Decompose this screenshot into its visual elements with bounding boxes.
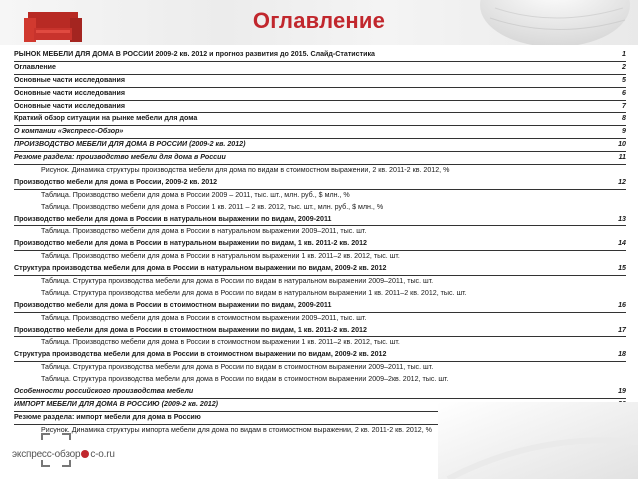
toc-page-number: 11 (618, 153, 626, 162)
toc-entry[interactable] (14, 113, 626, 126)
toc-page-number: 2 (622, 62, 626, 71)
toc-subitem[interactable] (14, 165, 626, 177)
toc-subitem[interactable] (14, 288, 626, 300)
toc-entry-title: О компании «Экспресс-Обзор» (14, 127, 124, 136)
toc-entry-title: Основные части исследования (14, 75, 125, 84)
toc-subitem[interactable] (14, 190, 626, 202)
toc-entry-title: Структура производства мебели для дома в России в стоимостном выражении по видам, 2009-2 кв. 2012 (14, 350, 387, 359)
logo-domain: c-o.ru (90, 449, 115, 460)
toc-entry[interactable] (14, 49, 626, 62)
toc-subitem[interactable] (14, 374, 626, 386)
logo-prefix: экспресс-обзор (12, 449, 81, 460)
toc-subitem[interactable] (14, 251, 626, 263)
toc-entry-title: Оглавление (14, 62, 56, 71)
toc-entry[interactable] (14, 75, 626, 88)
toc-page-number: 19 (618, 387, 626, 396)
toc-entry-title: Производство мебели для дома в России в натуральном выражении по видам, 2009-2011 (14, 214, 332, 223)
toc-entry-title: Резюме раздела: производство мебели для дома в России (14, 153, 226, 162)
toc-entry-title: Производство мебели для дома в России в натуральном выражении по видам, 1 кв. 2011-2 кв. 2012 (14, 239, 367, 248)
table-of-contents (14, 49, 626, 437)
toc-entry-title: Таблица. Производство мебели для дома в России в стоимостном выражении 1 кв. 2011–2 кв. 2012, тыс. шт. (41, 338, 400, 347)
toc-entry-title: РЫНОК МЕБЕЛИ ДЛЯ ДОМА В РОССИИ 2009-2 кв. 2012 и прогноз развития до 2015. Слайд-Статистика (14, 50, 375, 58)
toc-entry-title: Таблица. Производство мебели для дома в России 2009 – 2011, тыс. шт., млн. руб., $ млн., % (41, 190, 350, 199)
page-title: Оглавление (252, 8, 386, 33)
toc-entry[interactable] (14, 214, 626, 227)
toc-page-number: 1 (622, 50, 626, 58)
toc-entry[interactable] (14, 325, 626, 338)
toc-entry-title: Краткий обзор ситуации на рынке мебели для дома (14, 114, 198, 123)
toc-page-number: 16 (618, 300, 626, 309)
toc-entry-title: Таблица. Производство мебели для дома в России в натуральном выражении 2009–2011, тыс. шт. (41, 227, 367, 236)
toc-subitem[interactable] (14, 313, 626, 325)
toc-entry[interactable] (14, 101, 626, 114)
toc-page-number: 14 (618, 239, 626, 248)
toc-entry[interactable] (14, 386, 626, 399)
toc-entry-title: Производство мебели для дома в России в стоимостном выражении по видам, 1 кв. 2011-2 кв. 2012 (14, 325, 367, 334)
toc-entry-title: Резюме раздела: импорт мебели для дома в Россию (14, 412, 201, 421)
toc-page-number: 10 (618, 140, 626, 149)
toc-subitem[interactable] (14, 337, 626, 349)
toc-entry[interactable] (14, 152, 626, 165)
toc-entry-title: Основные части исследования (14, 88, 125, 97)
toc-page-number: 8 (622, 114, 626, 123)
toc-entry[interactable] (14, 300, 626, 313)
footer-decor-image (438, 402, 638, 479)
toc-entry-title: Основные части исследования (14, 101, 125, 110)
toc-entry-title: Таблица. Производство мебели для дома в России в натуральном выражении 1 кв. 2011–2 кв. 2012, тыс. шт. (41, 252, 400, 261)
toc-entry-title: Производство мебели для дома в России, 2009-2 кв. 2012 (14, 177, 218, 186)
toc-subitem[interactable] (14, 226, 626, 238)
toc-entry[interactable] (14, 177, 626, 190)
toc-page-number: 7 (622, 101, 626, 110)
toc-page-number: 6 (622, 88, 626, 97)
toc-page-number: 9 (622, 127, 626, 136)
toc-entry-title: ПРОИЗВОДСТВО МЕБЕЛИ ДЛЯ ДОМА В РОССИИ (2009-2 кв. 2012) (14, 140, 246, 149)
toc-entry[interactable] (14, 263, 626, 276)
toc-entry[interactable] (14, 62, 626, 75)
toc-entry-title: Структура производства мебели для дома в России в натуральном выражении по видам, 2009-2 кв. 2012 (14, 264, 387, 273)
toc-page-number: 18 (618, 350, 626, 359)
toc-subitem[interactable] (14, 202, 626, 214)
toc-entry-title: Таблица. Производство мебели для дома в России в стоимостном выражении 2009–2011, тыс. шт. (41, 313, 367, 322)
toc-entry-title: Таблица. Производство мебели для дома в России 1 кв. 2011 – 2 кв. 2012, тыс. шт., млн. руб., $ млн., % (41, 202, 384, 211)
toc-entry-title: Таблица. Структура производства мебели для дома в России по видам в натуральном выражении 2009–2011, тыс. шт. (41, 277, 434, 286)
toc-subitem[interactable] (14, 362, 626, 374)
toc-page-number: 5 (622, 75, 626, 84)
toc-entry-title: Особенности российского производства мебели (14, 387, 194, 396)
toc-page-number: 17 (618, 325, 626, 334)
toc-entry[interactable] (14, 139, 626, 152)
toc-entry-title: Таблица. Структура производства мебели для дома в России по видам в стоимостном выражении 2009–2кв. 2012, тыс. шт. (41, 375, 449, 384)
footer-logo (12, 449, 115, 460)
toc-subitem[interactable] (14, 276, 626, 288)
toc-entry-title: Таблица. Структура производства мебели для дома в России по видам в натуральном выражении 1 кв. 2011–2 кв. 2012, тыс. шт. (41, 288, 467, 297)
toc-entry[interactable] (14, 88, 626, 101)
toc-entry-title: Рисунок. Динамика структуры импорта мебели для дома по видам в стоимостном выражении, 2 кв. 2011-2 кв. 2012, % (41, 425, 432, 434)
toc-entry-title: Производство мебели для дома в России в стоимостном выражении по видам, 2009-2011 (14, 300, 332, 309)
toc-entry[interactable] (14, 126, 626, 139)
toc-page-number: 15 (618, 264, 626, 273)
toc-page-number: 13 (618, 214, 626, 223)
toc-entry-title: ИМПОРТ МЕБЕЛИ ДЛЯ ДОМА В РОССИЮ (2009-2 кв. 2012) (14, 399, 219, 408)
slide-header (0, 0, 638, 45)
toc-entry[interactable] (14, 349, 626, 362)
toc-entry-title: Рисунок. Динамика структуры производства мебели для дома по видам в стоимостном выражении, 2 кв. 2011-2 кв. 2012, % (41, 166, 450, 175)
toc-entry[interactable] (14, 238, 626, 251)
logo-dot-icon (81, 450, 89, 458)
toc-entry-title: Таблица. Структура производства мебели для дома в России по видам в стоимостном выражении 2009–2011, тыс. шт. (41, 363, 434, 372)
toc-page-number: 12 (618, 177, 626, 186)
